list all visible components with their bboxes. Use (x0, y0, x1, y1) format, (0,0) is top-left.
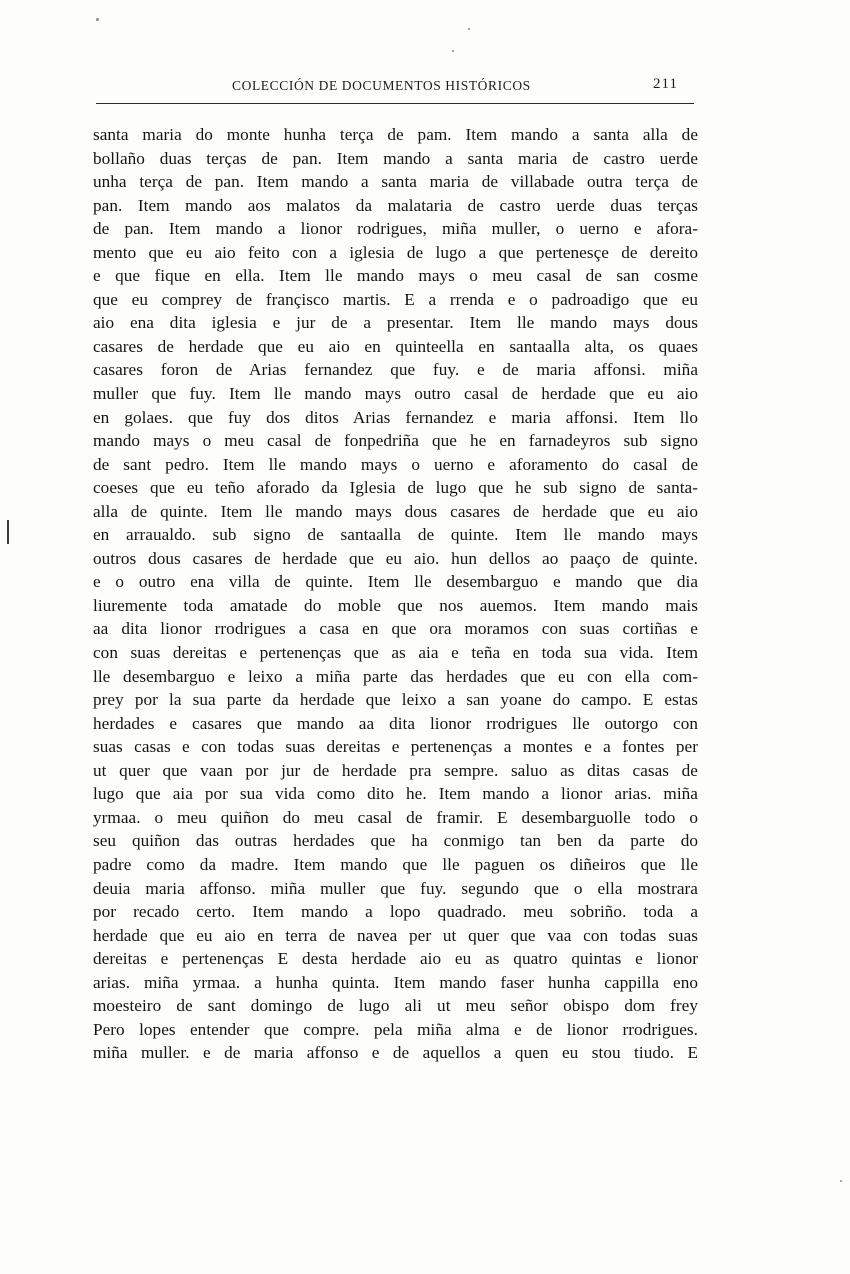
text-line: de sant pedro. Item lle mando mays o uerno e aforamento do casal de (93, 454, 698, 474)
text-line: herdades e casares que mando aa dita lionor rrodrigues lle outorgo con (93, 713, 698, 733)
scan-speck (452, 50, 454, 52)
text-line: prey por la sua parte da herdade que leixo a san yoane do campo. E estas (93, 690, 698, 710)
text-line: suas casas e con todas suas dereitas e pertenenças a montes e a fontes per (93, 737, 698, 757)
body-text (93, 123, 698, 1065)
scan-speck (840, 1180, 842, 1182)
text-line: unha terça de pan. Item mando a santa maria de villabade outra terça de (93, 172, 698, 192)
text-line: ut quer que vaan por jur de herdade pra sempre. saluo as ditas casas de (93, 760, 698, 780)
text-line: Pero lopes entender que compre. pela miña alma e de lionor rrodrigues. (93, 1019, 698, 1039)
text-line: casares de herdade que eu aio en quinteella en santaalla alta, os quaes (93, 336, 698, 356)
text-line: santa maria do monte hunha terça de pam. Item mando a santa alla de (93, 125, 698, 144)
page-header (96, 76, 696, 100)
text-line: aa dita lionor rrodrigues a casa en que ora moramos con suas cortiñas e (93, 619, 698, 639)
page-number: 211 (653, 76, 678, 92)
text-line: con suas dereitas e pertenenças que as aia e teña en toda sua vida. Item (93, 643, 698, 663)
text-line: arias. miña yrmaa. a hunha quinta. Item mando faser hunha cappilla eno (93, 972, 698, 992)
text-line: e que fique en ella. Item lle mando mays o meu casal de san cosme (93, 266, 698, 286)
text-line: deuia maria affonso. miña muller que fuy. segundo que o ella mostrara (93, 878, 698, 898)
text-line: coeses que eu teño aforado da Iglesia de lugo que he sub signo de santa- (93, 478, 698, 498)
header-rule (96, 103, 694, 104)
text-line: aio ena dita iglesia e jur de a presentar. Item lle mando mays dous (93, 313, 698, 333)
text-line: moesteiro de sant domingo de lugo ali ut meu señor obispo dom frey (93, 996, 698, 1016)
scan-speck (96, 18, 99, 21)
scan-speck (468, 28, 470, 30)
margin-mark (7, 520, 9, 544)
text-line: mando mays o meu casal de fonpedriña que he en farnadeyros sub signo (93, 431, 698, 451)
text-line: en golaes. que fuy dos ditos Arias fernandez e maria affonsi. Item llo (93, 407, 698, 427)
text-line: por recado certo. Item mando a lopo quadrado. meu sobriño. toda a (93, 902, 698, 922)
text-line: lle desembarguo e leixo a miña parte das herdades que eu con ella com- (93, 666, 698, 686)
text-line: bollaño duas terças de pan. Item mando a santa maria de castro uerde (93, 148, 698, 168)
text-line: lugo que aia por sua vida como dito he. Item mando a lionor arias. miña (93, 784, 698, 804)
text-line: miña muller. e de maria affonso e de aquellos a quen eu stou tiudo. E (93, 1043, 698, 1063)
text-line: seu quiñon das outras herdades que ha conmigo tan ben da parte do (93, 831, 698, 851)
text-line: yrmaa. o meu quiñon do meu casal de framir. E desembarguolle todo o (93, 807, 698, 827)
text-line: padre como da madre. Item mando que lle paguen os diñeiros que lle (93, 854, 698, 874)
running-title: COLECCIÓN DE DOCUMENTOS HISTÓRICOS (232, 78, 531, 93)
text-line: dereitas e pertenenças E desta herdade aio eu as quatro quintas e lionor (93, 949, 698, 969)
text-line: que eu comprey de françisco martis. E a rrenda e o padroadigo que eu (93, 289, 698, 309)
text-line: herdade que eu aio en terra de navea per ut quer que vaa con todas suas (93, 925, 698, 945)
text-line: muller que fuy. Item lle mando mays outro casal de herdade que eu aio (93, 384, 698, 404)
text-line: pan. Item mando aos malatos da malataria de castro uerde duas terças (93, 195, 698, 215)
text-line: casares foron de Arias fernandez que fuy. e de maria affonsi. miña (93, 360, 698, 380)
text-line: alla de quinte. Item lle mando mays dous casares de herdade que eu aio (93, 501, 698, 521)
text-line: mento que eu aio feito con a iglesia de lugo a que pertenesçe de dereito (93, 242, 698, 262)
text-line: de pan. Item mando a lionor rodrigues, miña muller, o uerno e afora- (93, 219, 698, 239)
text-line: liuremente toda amatade do moble que nos auemos. Item mando mais (93, 595, 698, 615)
text-line: outros dous casares de herdade que eu aio. hun dellos ao paaço de quinte. (93, 548, 698, 568)
text-line: en arraualdo. sub signo de santaalla de quinte. Item lle mando mays (93, 525, 698, 545)
text-line: e o outro ena villa de quinte. Item lle desembarguo e mando que dia (93, 572, 698, 592)
